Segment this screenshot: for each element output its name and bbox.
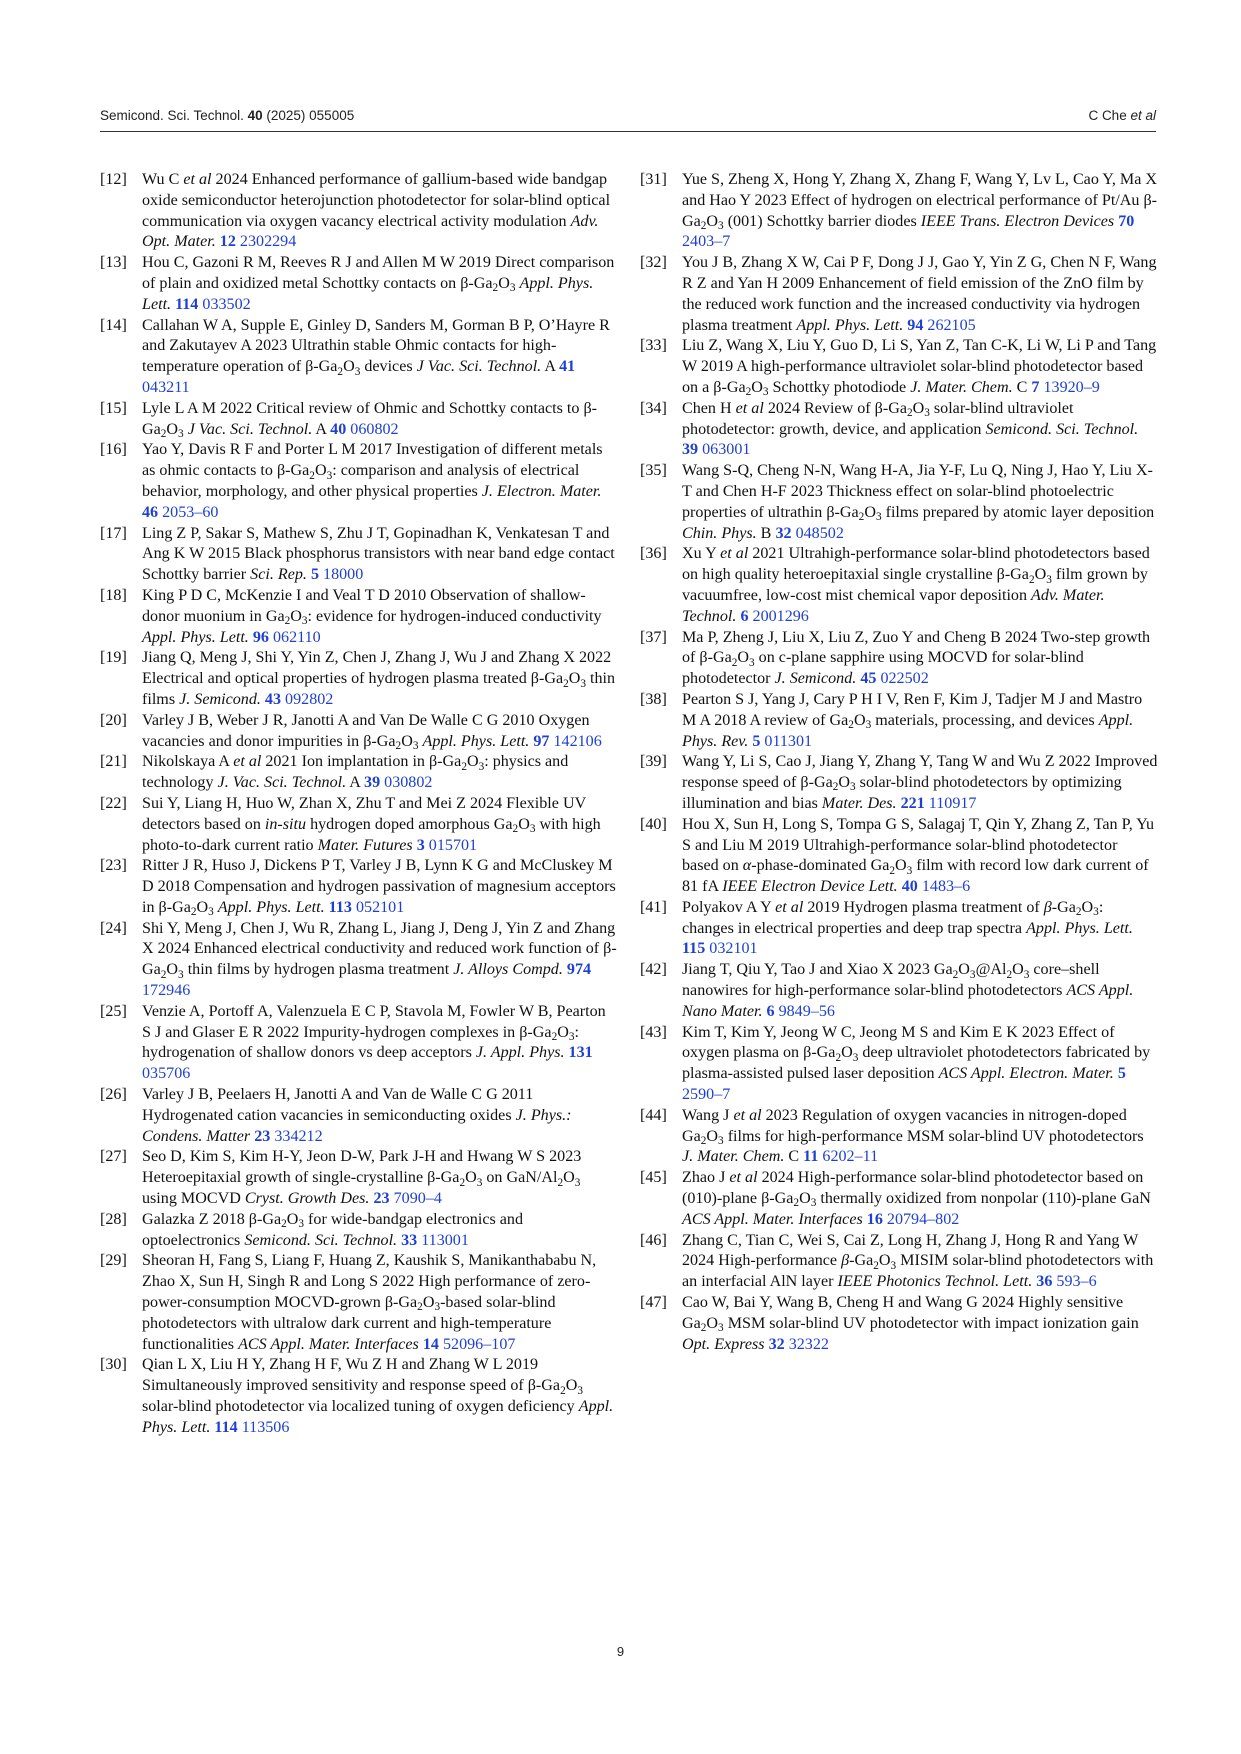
author-name: C Che — [1088, 108, 1127, 123]
reference-volume-link[interactable]: 96 — [252, 628, 269, 646]
reference-text: Jiang Q, Meng J, Shi Y, Yin Z, Chen J, Zhang J, Wu J and Zhang X 2022 Electrical and optical properties of hydrogen plasma treated $\beta-Ga_2O_3$ thin films J. Semicond. 43 092802 — [142, 649, 616, 708]
reference-text: Nikolskaya A et al 2021 Ion implantation in $\beta-Ga_2O_3$: physics and technology J. Vac. Sci. Technol. A 39 030802 — [142, 753, 569, 792]
reference-volume-link[interactable]: 113 — [328, 898, 352, 916]
reference-item — [100, 856, 618, 918]
reference-number: [29] — [100, 1252, 127, 1270]
reference-volume-link[interactable]: 221 — [900, 794, 925, 812]
reference-item — [100, 794, 618, 856]
reference-item — [100, 586, 618, 648]
reference-volume-link[interactable]: 94 — [907, 316, 924, 334]
reference-number: [17] — [100, 524, 127, 542]
reference-text: Shi Y, Meng J, Chen J, Wu R, Zhang L, Jiang J, Deng J, Yin Z and Zhang X 2024 Enhanced electrical conductivity and reduced work function of $\beta-Ga_2O_3$ thin films by hydrogen plasma treatment J. Alloys Compd. 974 172946 — [142, 919, 617, 1000]
reference-volume-link[interactable]: 97 — [533, 732, 550, 750]
reference-volume-link[interactable]: 974 — [566, 961, 592, 979]
reference-item — [640, 628, 1158, 690]
reference-page-link[interactable]: 2590–7 — [682, 1086, 731, 1104]
reference-number: [12] — [100, 171, 127, 188]
reference-item — [640, 461, 1158, 544]
reference-volume-link[interactable]: 36 — [1036, 1273, 1053, 1291]
reference-volume-link[interactable]: 23 — [254, 1127, 271, 1145]
reference-page-link[interactable]: 062110 — [273, 628, 321, 646]
reference-page-link[interactable]: 032101 — [709, 940, 758, 958]
reference-number: [21] — [100, 753, 127, 771]
reference-number: [47] — [640, 1294, 667, 1312]
reference-number: [15] — [100, 399, 127, 417]
reference-text: Qian L X, Liu H Y, Zhang H F, Wu Z H and Zhang W L 2019 Simultaneously improved sensitivity and response speed of $\beta-Ga_2O_3$ solar-blind photodetector via localized tuning of oxygen deficiency Appl. Phys. Lett. 114 113506 — [142, 1356, 614, 1436]
journal-name: Semicond. Sci. Technol. — [100, 108, 244, 123]
reference-text: Varley J B, Peelaers H, Janotti A and Van de Walle C G 2011 Hydrogenated cation vacancies in semiconducting oxides J. Phys.: Condens. Matter 23 334212 — [142, 1086, 572, 1145]
reference-volume-link[interactable]: 6 — [766, 1002, 775, 1020]
reference-volume-link[interactable]: 7 — [1031, 378, 1040, 396]
reference-page-link[interactable]: 593–6 — [1056, 1273, 1097, 1291]
reference-volume-link[interactable]: 16 — [866, 1210, 883, 1228]
reference-number: [14] — [100, 316, 127, 334]
reference-text: Lyle L A M 2022 Critical review of Ohmic and Schottky contacts to $\beta-Ga_2O_3$ J Vac. Sci. Technol. A 40 060802 — [142, 399, 598, 440]
reference-number: [43] — [640, 1023, 667, 1041]
running-header — [100, 106, 1156, 128]
reference-item — [100, 1147, 618, 1209]
reference-page-link[interactable]: 6202–11 — [822, 1148, 879, 1166]
reference-page-link[interactable]: 030802 — [384, 774, 433, 792]
reference-text: Hou X, Sun H, Long S, Tompa G S, Salagaj T, Qin Y, Zhang Z, Tan P, Yu S and Liu M 2019 Ultrahigh-performance solar-blind photodetector based on α-phase-dominated $Ga_2O_3$ film with record low dark current of 81 fA IEEE Electron Device Lett. 40 1483–6 — [682, 815, 1155, 896]
reference-number: [33] — [640, 337, 667, 355]
reference-number: [20] — [100, 711, 127, 729]
reference-item — [640, 1231, 1158, 1293]
reference-page-link[interactable]: 022502 — [880, 670, 929, 688]
reference-number: [35] — [640, 462, 667, 480]
reference-page-link[interactable]: 015701 — [428, 836, 478, 854]
reference-page-link[interactable]: 033502 — [202, 295, 251, 313]
reference-text: Ling Z P, Sakar S, Mathew S, Zhu J T, Gopinadhan K, Venkatesan T and Ang K W 2015 Black phosphorus transistors with near band edge contact Schottky barrier Sci. Rep. 5 18000 — [142, 524, 615, 584]
reference-page-link[interactable]: 1483–6 — [921, 878, 971, 896]
reference-number: [19] — [100, 649, 127, 667]
reference-item — [100, 648, 618, 710]
reference-number: [36] — [640, 545, 667, 563]
reference-volume-link[interactable]: 14 — [422, 1335, 439, 1353]
reference-volume-link[interactable]: 114 — [214, 1418, 238, 1436]
reference-page-link[interactable]: 2001296 — [752, 607, 809, 625]
reference-page-link[interactable]: 052101 — [355, 898, 405, 916]
reference-text: Yue S, Zheng X, Hong Y, Zhang X, Zhang F, Wang Y, Lv L, Cao Y, Ma X and Hao Y 2023 Effect of hydrogen on electrical performance of Pt/Au $\beta-Ga_2O_3$ (001) Schottky barrier diodes IEEE Trans. Electron Devices 70 2403–7 — [682, 171, 1158, 251]
reference-number: [25] — [100, 1002, 127, 1020]
reference-volume-link[interactable]: 23 — [373, 1190, 390, 1208]
reference-text: Wang J et al 2023 Regulation of oxygen vacancies in nitrogen-doped $Ga_2O_3$ films for high-performance MSM solar-blind UV photodetectors J. Mater. Chem. C 11 6202–11 — [682, 1106, 1144, 1166]
reference-volume-link[interactable]: 3 — [416, 836, 425, 854]
reference-text: Ma P, Zheng J, Liu X, Liu Z, Zuo Y and Cheng B 2024 Two-step growth of $\beta-Ga_2O_3$ on c-plane sapphire using MOCVD for solar-blind photodetector J. Semicond. 45 022502 — [682, 628, 1151, 688]
reference-volume-link[interactable]: 5 — [310, 566, 319, 584]
reference-item — [100, 1002, 618, 1085]
reference-volume-link[interactable]: 32 — [775, 524, 792, 542]
reference-text: Venzie A, Portoff A, Valenzuela E C P, Stavola M, Fowler W B, Pearton S J and Glaser E R 2022 Impurity-hydrogen complexes in $\beta-Ga_2O_3$: hydrogenation of shallow donors vs deep acceptors J. Appl. Phys. 131 035706 — [142, 1002, 606, 1083]
reference-number: [42] — [640, 961, 667, 979]
reference-column-left — [100, 170, 618, 1439]
reference-number: [30] — [100, 1356, 127, 1374]
reference-item — [640, 960, 1158, 1022]
reference-page-link[interactable]: 043211 — [142, 378, 190, 396]
reference-volume-link[interactable]: 11 — [803, 1148, 819, 1166]
reference-text: Polyakov A Y et al 2019 Hydrogen plasma treatment of $\beta-Ga_2O_3$: changes in electrical properties and deep trap spectra Appl. Phys. Lett. 115 032101 — [682, 898, 1133, 958]
reference-number: [24] — [100, 919, 127, 937]
reference-item — [100, 440, 618, 523]
reference-item — [640, 752, 1158, 814]
reference-volume-link[interactable]: 5 — [752, 732, 761, 750]
reference-page-link[interactable]: 060802 — [350, 420, 399, 438]
reference-page-link[interactable]: 011301 — [764, 732, 813, 750]
reference-item — [640, 399, 1158, 461]
journal-year-article: (2025) 055005 — [266, 108, 355, 123]
reference-text: Varley J B, Weber J R, Janotti A and Van De Walle C G 2010 Oxygen vacancies and donor impurities in $\beta-Ga_2O_3$ Appl. Phys. Lett. 97 142106 — [142, 711, 602, 752]
journal-volume: 40 — [247, 108, 263, 123]
reference-text: Hou C, Gazoni R M, Reeves R J and Allen M W 2019 Direct comparison of plain and oxidized metal Schottky contacts on $\beta-Ga_2O_3$ Appl. Phys. Lett. 114 033502 — [142, 254, 615, 313]
reference-item — [640, 690, 1158, 752]
reference-item — [640, 1023, 1158, 1106]
reference-text: Wang S-Q, Cheng N-N, Wang H-A, Jia Y-F, Lu Q, Ning J, Hao Y, Liu X-T and Chen H-F 2023 Thickness effect on solar-blind photoelectric properties of ultrathin $\beta-Ga_2O_3$ films prepared by atomic layer deposition Chin. Phys. B 32 048502 — [682, 462, 1155, 542]
reference-volume-link[interactable]: 12 — [219, 233, 236, 251]
reference-text: Cao W, Bai Y, Wang B, Cheng H and Wang G 2024 Highly sensitive $Ga_2O_3$ MSM solar-blind UV photodetector with impact ionization gain Opt. Express 32 32322 — [682, 1294, 1139, 1353]
reference-text: Yao Y, Davis R F and Porter L M 2017 Investigation of different metals as ohmic contacts to $\beta-Ga_2O_3$: comparison and analysis of electrical behavior, morphology, and other physical properties J. Electron. Mater. 46 2053–60 — [142, 441, 603, 521]
reference-item — [640, 170, 1158, 253]
reference-page-link[interactable]: 113506 — [241, 1418, 290, 1436]
reference-page-link[interactable]: 262105 — [927, 316, 976, 334]
reference-text: Sui Y, Liang H, Huo W, Zhan X, Zhu T and Mei Z 2024 Flexible UV detectors based on in-situ hydrogen doped amorphous $Ga_2O_3$ with high photo-to-dark current ratio Mater. Futures 3 015701 — [142, 794, 601, 854]
author-et-al: et al — [1130, 108, 1156, 123]
reference-page-link[interactable]: 048502 — [795, 524, 844, 542]
reference-page-link[interactable]: 110917 — [928, 794, 977, 812]
reference-volume-link[interactable]: 39 — [364, 774, 381, 792]
reference-item — [640, 336, 1158, 398]
reference-volume-link[interactable]: 131 — [568, 1044, 593, 1062]
reference-volume-link[interactable]: 39 — [682, 441, 699, 459]
reference-number: [38] — [640, 690, 667, 708]
reference-page-link[interactable]: 9849–56 — [778, 1002, 835, 1020]
reference-volume-link[interactable]: 43 — [264, 690, 282, 708]
reference-item — [100, 170, 618, 253]
reference-text: Pearton S J, Yang J, Cary P H I V, Ren F, Kim J, Tadjer M J and Mastro M A 2018 A review of $Ga_2O_3$ materials, processing, and devices Appl. Phys. Rev. 5 011301 — [682, 690, 1143, 750]
reference-item — [100, 919, 618, 1002]
reference-volume-link[interactable]: 41 — [559, 358, 576, 376]
reference-page-link[interactable]: 142106 — [553, 732, 602, 750]
reference-item — [100, 1251, 618, 1355]
reference-number: [39] — [640, 753, 667, 771]
reference-volume-link[interactable]: 6 — [740, 607, 749, 625]
reference-text: You J B, Zhang X W, Cai P F, Dong J J, Gao Y, Yin Z G, Chen N F, Wang R Z and Yan H 2009 Enhancement of field emission of the ZnO film by the reduced work function and the increased conductivity via hydrogen plasma treatment Appl. Phys. Lett. 94 262105 — [682, 254, 1157, 334]
reference-page-link[interactable]: 063001 — [702, 441, 751, 459]
reference-text: Zhang C, Tian C, Wei S, Cai Z, Long H, Zhang J, Hong R and Yang W 2024 High-performance $\beta-Ga_2O_3$ MISIM solar-blind photodetectors with an interfacial AlN layer IEEE Photonics Technol. Lett. 36 593–6 — [682, 1231, 1154, 1291]
reference-item — [100, 524, 618, 586]
reference-text: Galazka Z 2018 $\beta-Ga_2O_3$ for wide-bandgap electronics and optoelectronics Semicond. Sci. Technol. 33 113001 — [142, 1210, 523, 1249]
reference-number: [28] — [100, 1210, 127, 1228]
reference-number: [45] — [640, 1169, 667, 1187]
reference-number: [32] — [640, 254, 667, 272]
reference-page-link[interactable]: 113001 — [421, 1231, 469, 1249]
reference-number: [34] — [640, 399, 667, 417]
reference-column-right — [640, 170, 1158, 1355]
reference-number: [26] — [100, 1086, 127, 1104]
reference-item — [100, 316, 618, 399]
reference-page-link[interactable]: 32322 — [788, 1335, 829, 1353]
reference-volume-link[interactable]: 40 — [330, 420, 347, 438]
reference-item — [100, 1210, 618, 1252]
reference-number: [22] — [100, 794, 127, 812]
reference-item — [640, 1168, 1158, 1230]
reference-number: [18] — [100, 586, 127, 604]
reference-page-link[interactable]: 18000 — [323, 566, 364, 584]
reference-number: [46] — [640, 1231, 667, 1249]
reference-text: King P D C, McKenzie I and Veal T D 2010 Observation of shallow-donor muonium in $Ga_2O_3$: evidence for hydrogen-induced conductivity Appl. Phys. Lett. 96 062110 — [142, 586, 602, 646]
reference-text: Chen H et al 2024 Review of $\beta-Ga_2O_3$ solar-blind ultraviolet photodetector: growth, device, and application Semicond. Sci. Technol. 39 063001 — [682, 399, 1139, 459]
reference-page-link[interactable]: 13920–9 — [1043, 378, 1100, 396]
reference-item — [100, 399, 618, 441]
reference-volume-link[interactable]: 45 — [860, 670, 877, 688]
reference-item — [640, 1106, 1158, 1168]
reference-item — [100, 752, 618, 794]
reference-volume-link[interactable]: 32 — [768, 1335, 785, 1353]
reference-text: Kim T, Kim Y, Jeong W C, Jeong M S and Kim E K 2023 Effect of oxygen plasma on $\beta-Ga_2O_3$ deep ultraviolet photodetectors fabricated by plasma-assisted pulsed laser deposition ACS Appl. Electron. Mater. 5 2590–7 — [682, 1023, 1151, 1104]
reference-page-link[interactable]: 2403–7 — [682, 233, 731, 251]
reference-volume-link[interactable]: 33 — [401, 1231, 418, 1249]
reference-volume-link[interactable]: 70 — [1118, 212, 1135, 230]
reference-text: Wu C et al 2024 Enhanced performance of gallium-based wide bandgap oxide semiconductor heterojunction photodetector for solar-blind optical communication via oxygen vacancy electrical activity modulation Adv. Opt. Mater. 12 2302294 — [142, 171, 611, 251]
reference-page-link[interactable]: 2302294 — [239, 233, 297, 251]
reference-page-link[interactable]: 20794–802 — [886, 1210, 960, 1228]
reference-volume-link[interactable]: 40 — [901, 878, 918, 896]
reference-text: Zhao J et al 2024 High-performance solar-blind photodetector based on (010)-plane $\beta-Ga_2O_3$ thermally oxidized from nonpolar (110)-plane GaN ACS Appl. Mater. Interfaces 16 20794–802 — [682, 1169, 1151, 1228]
reference-number: [23] — [100, 857, 127, 875]
reference-item — [640, 1293, 1158, 1355]
author-short — [1088, 108, 1156, 123]
reference-text: Liu Z, Wang X, Liu Y, Guo D, Li S, Yan Z, Tan C-K, Li W, Li P and Tang W 2019 A high-performance ultraviolet solar-blind photodetector based on a $\beta-Ga_2O_3$ Schottky photodiode J. Mater. Chem. C 7 13920–9 — [682, 337, 1157, 399]
reference-text: Jiang T, Qiu Y, Tao J and Xiao X 2023 $Ga_2O_3@Al_2O_3$ core–shell nanowires for high-performance solar-blind photodetectors ACS Appl. Nano Mater. 6 9849–56 — [682, 961, 1134, 1020]
reference-text: Sheoran H, Fang S, Liang F, Huang Z, Kaushik S, Manikanthababu N, Zhao X, Sun H, Singh R and Long S 2022 High performance of zero-power-consumption MOCVD-grown $\beta-Ga_2O_3$-based solar-blind photodetectors with ultralow dark current and high-temperature functionalities ACS Appl. Mater. Interfaces 14 52096–107 — [142, 1252, 597, 1353]
reference-text: Wang Y, Li S, Cao J, Jiang Y, Zhang Y, Tang W and Wu Z 2022 Improved response speed of $\beta-Ga_2O_3$ solar-blind photodetectors by optimizing illumination and bias Mater. Des. 221 110917 — [682, 753, 1158, 812]
reference-volume-link[interactable]: 5 — [1117, 1065, 1126, 1083]
reference-number: [40] — [640, 815, 667, 833]
reference-text: Seo D, Kim S, Kim H-Y, Jeon D-W, Park J-H and Hwang W S 2023 Heteroepitaxial growth of single-crystalline $\beta-Ga_2O_3$ on GaN/$Al_2O_3$ using MOCVD Cryst. Growth Des. 23 7090–4 — [142, 1148, 582, 1208]
page-number: 9 — [616, 1644, 625, 1659]
reference-number: [41] — [640, 898, 667, 916]
reference-item — [640, 815, 1158, 898]
reference-number: [31] — [640, 171, 667, 188]
reference-number: [27] — [100, 1148, 127, 1166]
reference-number: [13] — [100, 254, 127, 272]
reference-page-link[interactable]: 334212 — [274, 1127, 323, 1145]
reference-page-link[interactable]: 035706 — [142, 1065, 191, 1083]
reference-item — [100, 1085, 618, 1147]
reference-item — [100, 1355, 618, 1438]
reference-page-link[interactable]: 172946 — [142, 982, 191, 1000]
reference-page-link[interactable]: 092802 — [285, 690, 334, 708]
reference-volume-link[interactable]: 114 — [175, 295, 199, 313]
reference-page-link[interactable]: 52096–107 — [442, 1335, 516, 1353]
reference-number: [16] — [100, 441, 127, 459]
reference-item — [640, 253, 1158, 336]
reference-number: [37] — [640, 628, 667, 646]
reference-page-link[interactable]: 7090–4 — [393, 1190, 442, 1208]
reference-volume-link[interactable]: 115 — [682, 940, 706, 958]
reference-item — [640, 544, 1158, 627]
reference-text: Xu Y et al 2021 Ultrahigh-performance solar-blind photodetectors based on high quality heteroepitaxial single crystalline $\beta-Ga_2O_3$ film grown by vacuumfree, low-cost mist chemical vapor deposition Adv. Mater. Technol. 6 2001296 — [682, 545, 1150, 625]
reference-item — [640, 898, 1158, 960]
reference-page-link[interactable]: 2053–60 — [162, 503, 219, 521]
header-rule — [100, 131, 1156, 132]
reference-text: Callahan W A, Supple E, Ginley D, Sanders M, Gorman B P, O’Hayre R and Zakutayev A 2023 Ultrathin stable Ohmic contacts for high-temperature operation of $\beta-Ga_2O_3$ devices J Vac. Sci. Technol. A 41 043211 — [142, 316, 610, 396]
reference-item — [100, 253, 618, 315]
reference-item — [100, 711, 618, 753]
reference-number: [44] — [640, 1106, 667, 1124]
journal-citation — [100, 108, 354, 123]
reference-text: Ritter J R, Huso J, Dickens P T, Varley J B, Lynn K G and McCluskey M D 2018 Compensation and hydrogen passivation of magnesium acceptors in $\beta-Ga_2O_3$ Appl. Phys. Lett. 113 052101 — [142, 857, 616, 919]
reference-volume-link[interactable]: 46 — [142, 503, 159, 521]
